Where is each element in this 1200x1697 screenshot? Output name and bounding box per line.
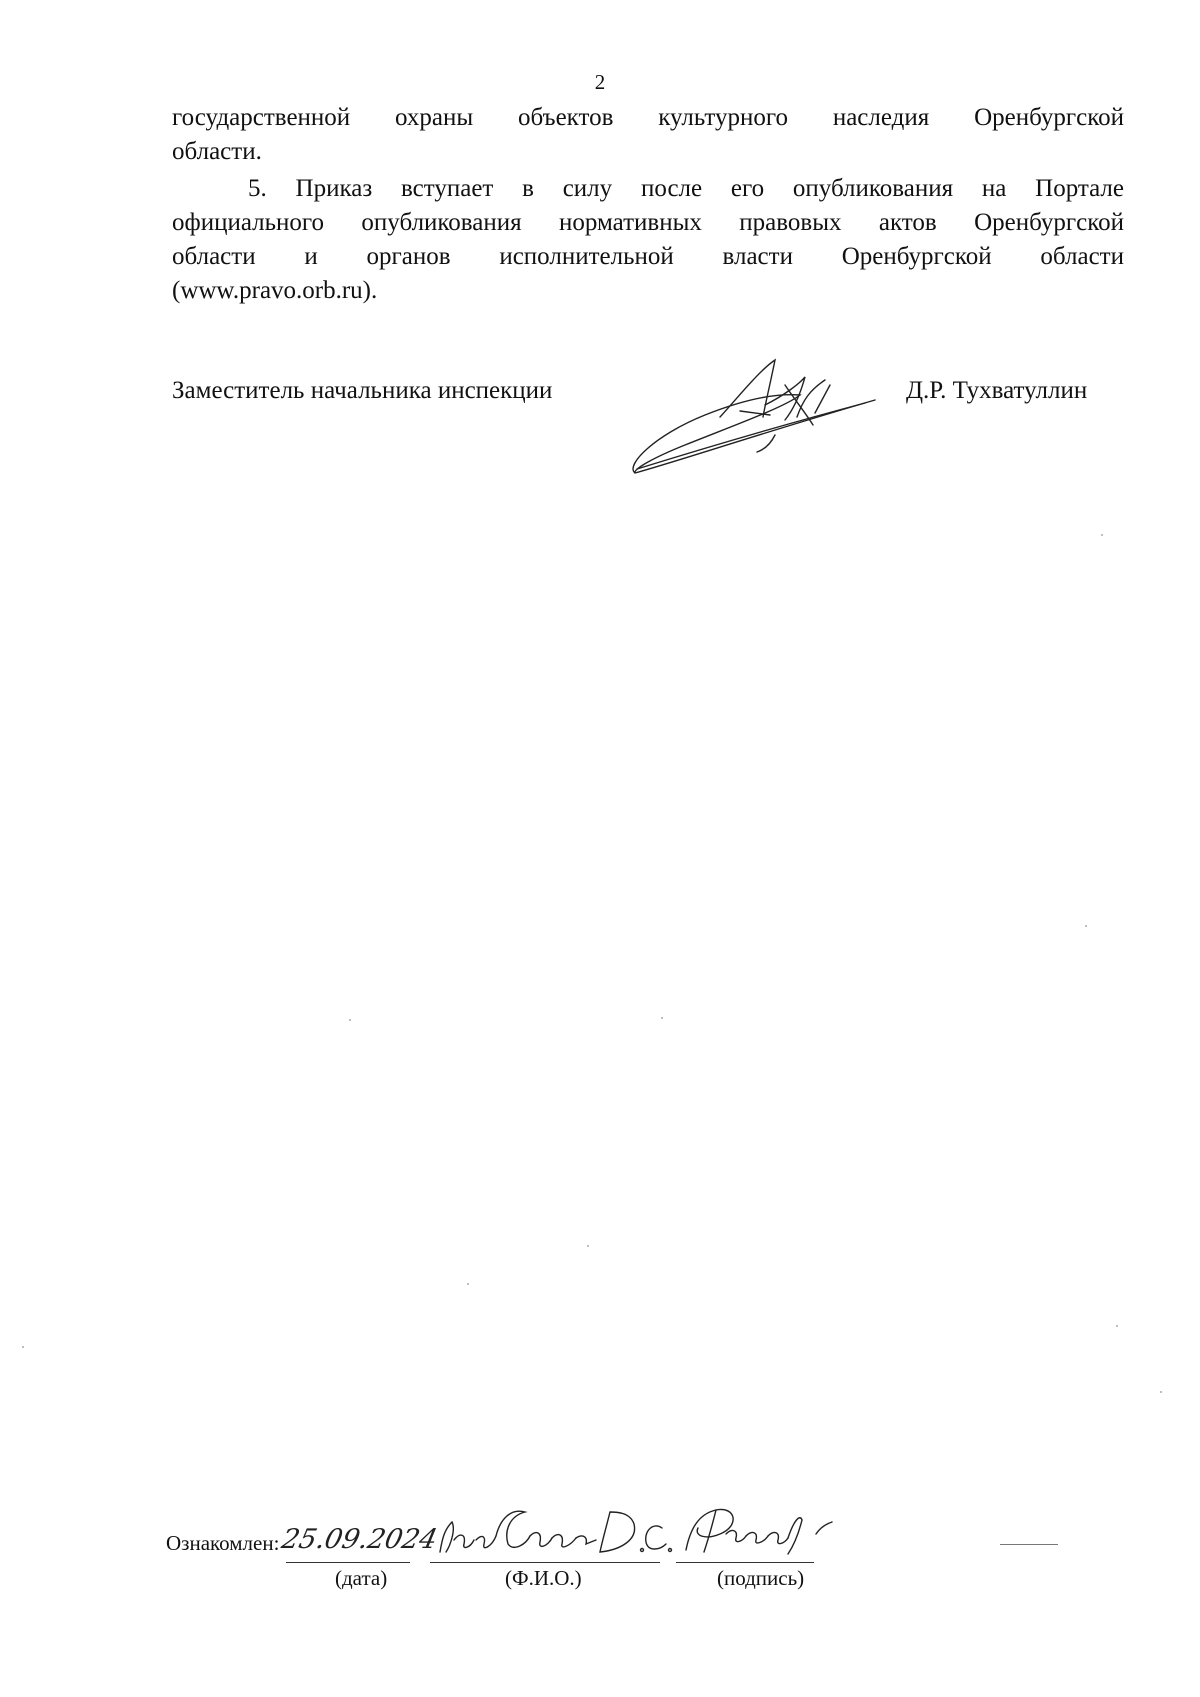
signatory-position: Заместитель начальника инспекции [172, 377, 553, 404]
scan-speck [1116, 1325, 1118, 1327]
scan-speck [661, 1017, 663, 1019]
scan-speck [1101, 534, 1103, 536]
paragraph-continuation [172, 101, 1124, 169]
signature-caption: (подпись) [717, 1566, 805, 1590]
page-number: 2 [594, 70, 606, 94]
fio-caption: (Ф.И.О.) [505, 1566, 582, 1590]
scan-speck [467, 1283, 469, 1285]
text-line: 5. Приказ вступает в силу после его опубликования на Портале [248, 175, 1124, 202]
stray-mark [1000, 1544, 1058, 1545]
handwritten-name [430, 1500, 680, 1560]
scan-speck [22, 1346, 24, 1348]
scan-speck [587, 1245, 589, 1247]
text-line: официального опубликования нормативных правовых актов Оренбургской [172, 209, 1124, 236]
handwritten-date [278, 1512, 440, 1556]
signature-line [676, 1562, 814, 1563]
signatory-name: Д.Р. Тухватуллин [906, 377, 1088, 404]
paragraph-item-5 [172, 172, 1124, 308]
text-line: государственной охраны объектов культурного наследия Оренбургской [172, 104, 1124, 131]
text-line: области и органов исполнительной власти Оренбургской области [172, 243, 1124, 270]
handwritten-signature [676, 1500, 836, 1556]
date-line [286, 1562, 410, 1563]
text-line: области. [172, 138, 262, 165]
handwritten-date-text: 25.09.2024 [278, 1524, 440, 1555]
fio-line [430, 1562, 660, 1563]
official-signature [625, 355, 885, 485]
text-line: (www.pravo.orb.ru). [172, 277, 378, 304]
acknowledgment-label: Ознакомлен: [166, 1531, 280, 1555]
date-caption: (дата) [335, 1566, 388, 1590]
scan-speck [1160, 1391, 1162, 1393]
scan-speck [349, 1019, 351, 1021]
scan-speck [1085, 925, 1087, 927]
